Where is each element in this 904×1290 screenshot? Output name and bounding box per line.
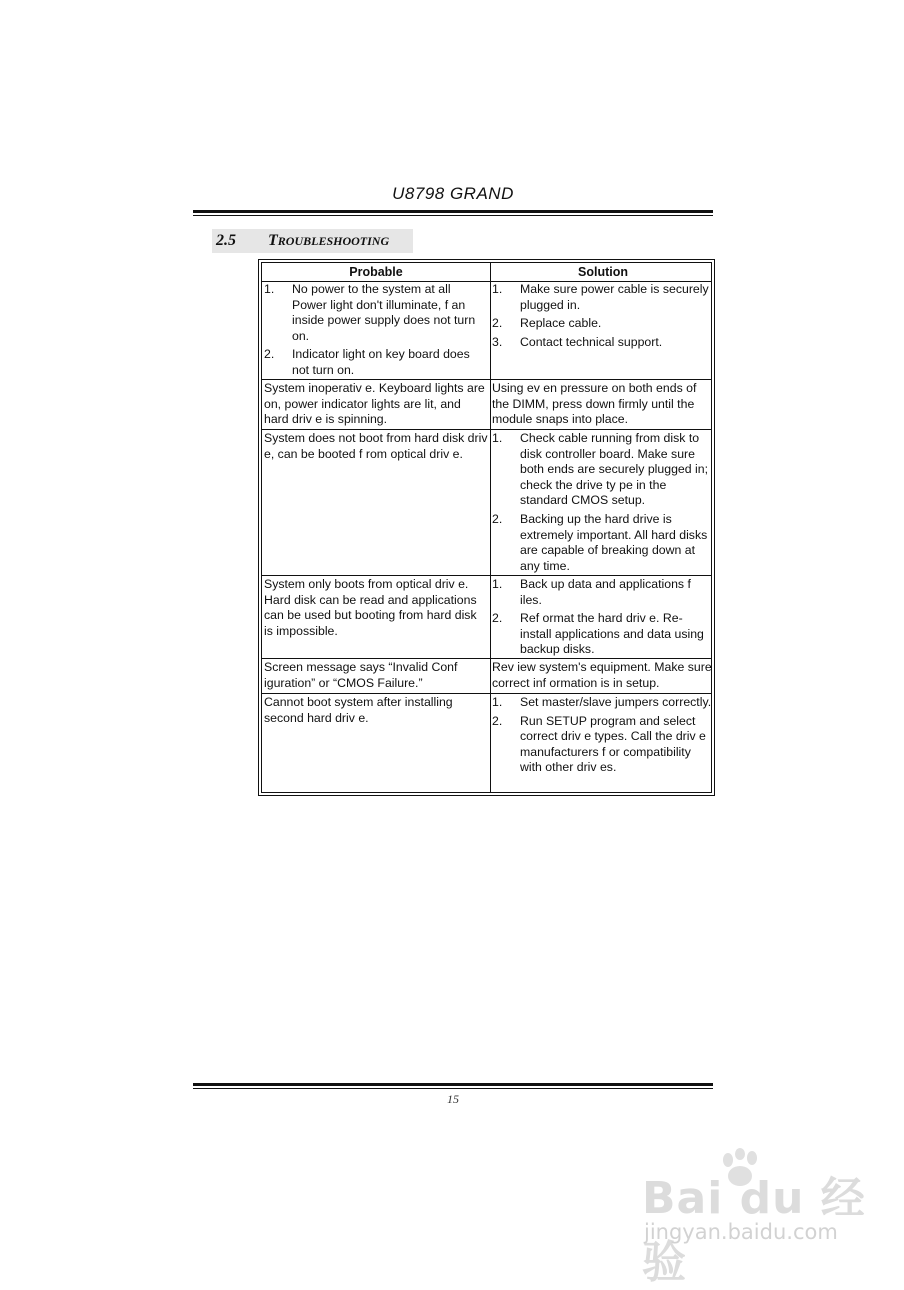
footer-rule-thin	[193, 1088, 713, 1089]
column-header-probable: Probable	[349, 265, 403, 279]
section-title	[268, 232, 389, 250]
column-header-solution: Solution	[578, 265, 628, 279]
section-title-first-letter: T	[268, 232, 278, 249]
row-5-solution: Rev iew system's equipment. Make sure correct inf ormation is in setup.	[492, 660, 712, 690]
list-item: 1. Check cable running from disk to disk controller board. Make sure both ends are securely plugged in; check the drive ty pe in the standard CMOS setup.	[492, 431, 708, 508]
watermark-url: jingyan.baidu.com	[644, 1220, 838, 1244]
footer-rule-thick	[193, 1083, 713, 1086]
header-rule-thin	[193, 215, 713, 216]
row-6-solution	[492, 695, 714, 779]
list-item: 2. Replace cable.	[492, 316, 602, 331]
column-divider	[490, 263, 491, 792]
list-item: 2. Ref ormat the hard driv e. Re-install applications and data using backup disks.	[492, 611, 704, 657]
row-2-problem: System inoperativ e. Keyboard lights are on, power indicator lights are lit, and hard driv e is spinning.	[264, 381, 485, 427]
row-divider	[262, 658, 711, 659]
row-divider	[262, 693, 711, 694]
troubleshooting-table	[258, 259, 715, 796]
row-1-problem	[264, 282, 488, 382]
row-4-problem: System only boots from optical driv e. Hard disk can be read and applications can be used but booting from hard disk is impossible.	[264, 577, 477, 638]
troubleshooting-table-inner	[261, 262, 712, 793]
list-item: 2. Indicator light on key board does not turn on.	[264, 347, 470, 377]
section-title-rest: ROUBLESHOOTING	[277, 234, 390, 248]
section-number: 2.5	[216, 232, 236, 249]
list-item: 1. No power to the system at all Power light don't illuminate, f an inside power supply does not turn on.	[264, 282, 476, 343]
baidu-watermark	[642, 1148, 882, 1288]
list-item: 1. Set master/slave jumpers correctly.	[492, 695, 712, 709]
row-3-problem: System does not boot from hard disk driv e, can be booted f rom optical driv e.	[264, 431, 488, 461]
list-item: 1. Back up data and applications f iles.	[492, 577, 691, 607]
row-6-problem: Cannot boot system after installing second hard driv e.	[264, 695, 453, 725]
page-header-title: U8798 GRAND	[392, 184, 514, 203]
row-4-solution	[492, 577, 714, 661]
row-divider	[262, 379, 711, 380]
row-2-solution: Using ev en pressure on both ends of the DIMM, press down firmly until the module snaps into place.	[492, 381, 697, 427]
watermark-brand: Bai du 经验	[642, 1173, 866, 1288]
row-1-solution	[492, 282, 714, 353]
list-item: 3. Contact technical support.	[492, 334, 663, 349]
list-item: 2. Backing up the hard drive is extremely important. All hard disks are capable of breaking down at any time.	[492, 511, 708, 573]
row-divider	[262, 575, 711, 576]
row-5-problem: Screen message says “Invalid Conf iguration” or “CMOS Failure.”	[264, 660, 458, 690]
row-3-solution	[492, 431, 714, 577]
page-number: 15	[447, 1092, 459, 1106]
header-rule-thick	[193, 210, 713, 213]
list-item: 2. Run SETUP program and select correct driv e types. Call the driv e manufacturers f or compatibility with other driv es.	[492, 713, 706, 775]
row-divider	[262, 429, 711, 430]
list-item: 1. Make sure power cable is securely plugged in.	[492, 282, 709, 312]
